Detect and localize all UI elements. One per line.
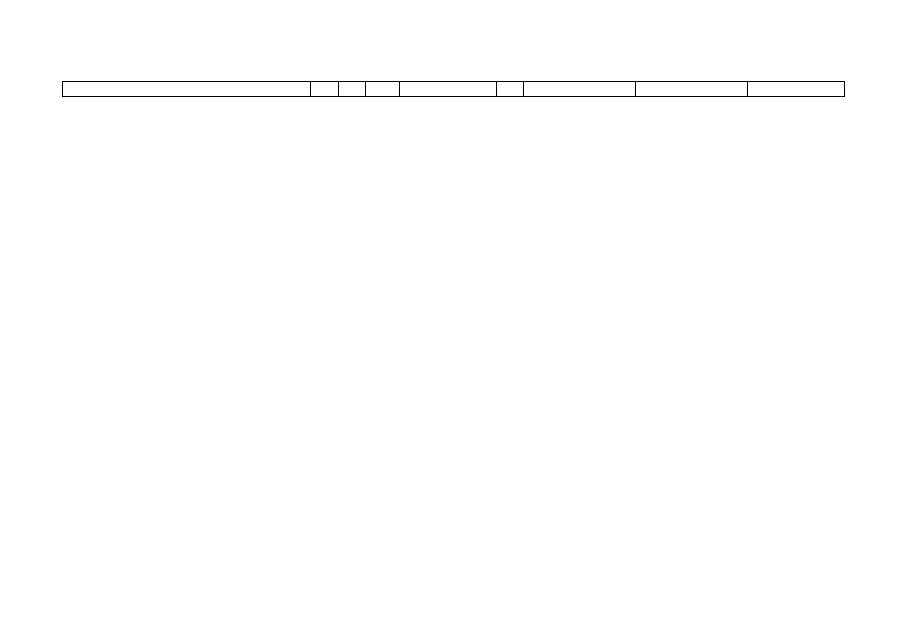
header-col-1 <box>63 82 310 96</box>
header-col-5 <box>399 82 496 96</box>
header-col-7 <box>523 82 635 96</box>
header-col-6 <box>496 82 523 96</box>
header-col-2 <box>310 82 338 96</box>
table-header <box>62 81 845 97</box>
header-col-4 <box>365 82 399 96</box>
header-col-9 <box>747 82 846 96</box>
header-col-8 <box>635 82 747 96</box>
header-col-3 <box>338 82 365 96</box>
